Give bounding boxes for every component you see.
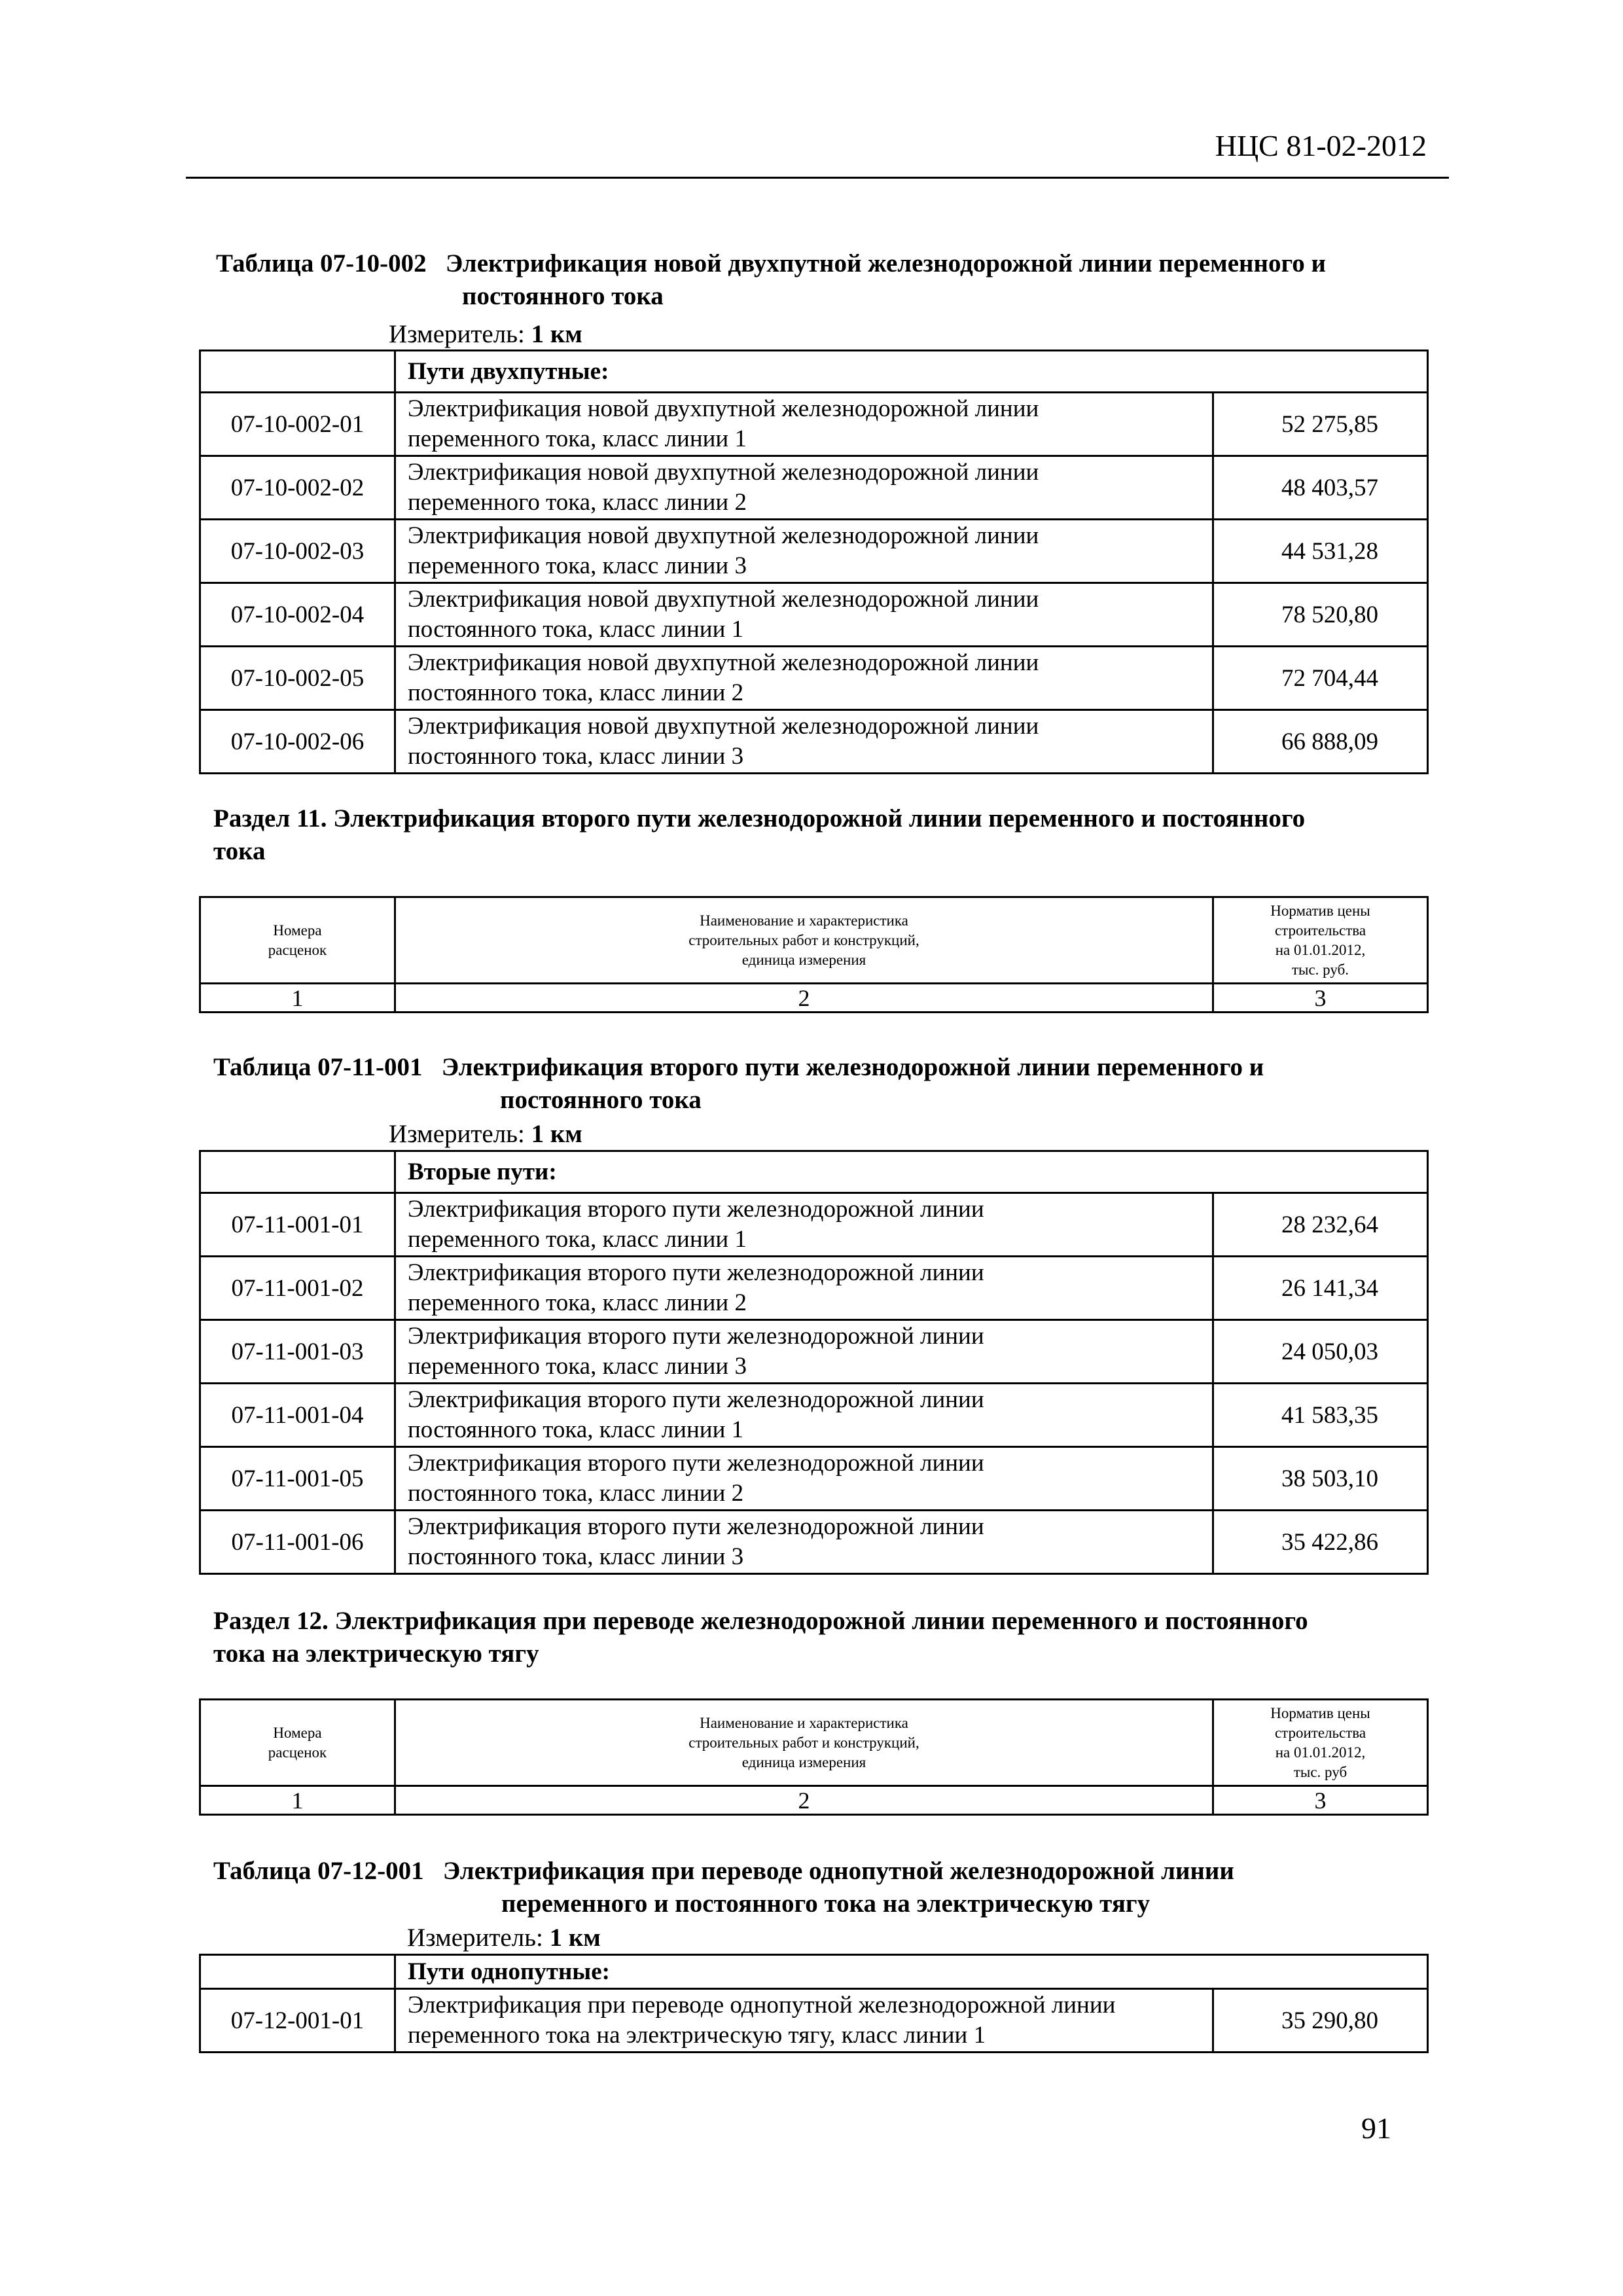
header-rate-number: Номера расценок [200, 897, 395, 984]
rate-name-line1: Электрификация новой двухпутной железнодорожной линии [408, 649, 1039, 676]
rate-name-line2: постоянного тока, класс линии 3 [408, 743, 744, 770]
rate-name-line2: переменного тока, класс линии 1 [408, 425, 747, 452]
table-row [200, 520, 1428, 583]
table-title-line2: постоянного тока [462, 282, 664, 310]
rate-name [395, 1511, 1213, 1574]
rate-name-line1: Электрификация новой двухпутной железнодорожной линии [408, 459, 1039, 486]
rate-price: 26 141,34 [1213, 1257, 1428, 1320]
rate-name [395, 1384, 1213, 1447]
column-header-table [199, 896, 1429, 1013]
table-row [200, 1320, 1428, 1384]
rate-code: 07-11-001-02 [200, 1257, 395, 1320]
column-number-row [200, 1786, 1428, 1815]
rate-name-line2: переменного тока, класс линии 2 [408, 1289, 747, 1316]
section-heading-line2: тока на электрическую тягу [213, 1640, 539, 1668]
rate-name [395, 647, 1213, 710]
rate-price: 48 403,57 [1213, 456, 1428, 520]
measure-label: Измеритель: [389, 320, 525, 348]
rate-name-line2: переменного тока, класс линии 3 [408, 552, 747, 579]
rate-price: 41 583,35 [1213, 1384, 1428, 1447]
rate-name-line2: переменного тока, класс линии 2 [408, 489, 747, 516]
rate-price: 28 232,64 [1213, 1193, 1428, 1257]
column-header-table [199, 1698, 1429, 1816]
measure-unit [389, 1119, 582, 1149]
rate-code: 07-11-001-06 [200, 1511, 395, 1574]
column-number: 2 [395, 984, 1213, 1013]
measure-unit [389, 319, 582, 349]
table-title-line1: Электрификация второго пути железнодорожной линии переменного и [441, 1053, 1264, 1081]
table-row [200, 1384, 1428, 1447]
rate-price: 24 050,03 [1213, 1320, 1428, 1384]
rate-price: 35 422,86 [1213, 1511, 1428, 1574]
rate-price: 35 290,80 [1213, 1989, 1428, 2053]
table-title [216, 247, 1446, 280]
empty-cell [200, 1151, 395, 1193]
table-row [200, 1447, 1428, 1511]
table-title-line1: Электрификация при переводе однопутной железнодорожной линии [442, 1857, 1234, 1885]
page-number: 91 [1361, 2111, 1391, 2145]
rate-name-line2: переменного тока, класс линии 1 [408, 1226, 747, 1253]
measure-label: Измеритель: [389, 1120, 525, 1148]
rate-name-line1: Электрификация новой двухпутной железнодорожной линии [408, 713, 1039, 740]
rates-table [199, 1150, 1429, 1575]
table-row [200, 647, 1428, 710]
group-row [200, 1151, 1428, 1193]
rate-name [395, 393, 1213, 456]
rate-code: 07-12-001-01 [200, 1989, 395, 2053]
table-number: Таблица 07-11-001 [213, 1053, 423, 1081]
rates-table [199, 350, 1429, 774]
rate-name-line2: постоянного тока, класс линии 2 [408, 1480, 744, 1507]
section-heading-line1: Раздел 12. Электрификация при переводе железнодорожной линии переменного и постоянного [213, 1607, 1308, 1635]
table-row [200, 1257, 1428, 1320]
rate-name [395, 456, 1213, 520]
header-price-norm: Норматив цены строительства на 01.01.2012, тыс. руб [1213, 1700, 1428, 1786]
header-divider [186, 177, 1449, 179]
rate-name [395, 1989, 1213, 2053]
rate-name-line1: Электрификация второго пути железнодорожной линии [408, 1196, 984, 1223]
rate-price: 66 888,09 [1213, 710, 1428, 774]
table-title-line1: Электрификация новой двухпутной железнодорожной линии переменного и [445, 249, 1326, 278]
rate-name-line1: Электрификация второго пути железнодорожной линии [408, 1323, 984, 1350]
table-title-line2: переменного и постоянного тока на электрическую тягу [501, 1890, 1150, 1918]
rates-table [199, 1954, 1429, 2053]
column-number: 1 [200, 984, 395, 1013]
rate-name-line2: постоянного тока, класс линии 1 [408, 1416, 744, 1443]
table-number: Таблица 07-12-001 [213, 1857, 424, 1885]
rate-code: 07-11-001-05 [200, 1447, 395, 1511]
rate-name-line1: Электрификация новой двухпутной железнодорожной линии [408, 586, 1039, 613]
column-number-row [200, 984, 1428, 1013]
rate-price: 72 704,44 [1213, 647, 1428, 710]
rate-code: 07-10-002-02 [200, 456, 395, 520]
table-row [200, 393, 1428, 456]
rate-price: 44 531,28 [1213, 520, 1428, 583]
header-rate-number: Номера расценок [200, 1700, 395, 1786]
rate-name-line2: постоянного тока, класс линии 3 [408, 1543, 744, 1570]
group-row [200, 351, 1428, 393]
rate-name [395, 1320, 1213, 1384]
measure-unit [407, 1923, 601, 1952]
table-row [200, 583, 1428, 647]
rate-code: 07-11-001-01 [200, 1193, 395, 1257]
rate-name [395, 520, 1213, 583]
measure-value: 1 км [531, 320, 582, 348]
column-number: 2 [395, 1786, 1213, 1815]
header-description: Наименование и характеристика строительных работ и конструкций, единица измерения [395, 897, 1213, 984]
rate-name-line2: переменного тока на электрическую тягу, класс линии 1 [408, 2022, 986, 2049]
group-label: Вторые пути: [395, 1151, 1428, 1193]
rate-price: 38 503,10 [1213, 1447, 1428, 1511]
rate-name-line1: Электрификация второго пути железнодорожной линии [408, 1386, 984, 1413]
rate-price: 52 275,85 [1213, 393, 1428, 456]
rate-code: 07-10-002-03 [200, 520, 395, 583]
section-heading [213, 1605, 1444, 1670]
document-code: НЦС 81-02-2012 [1215, 129, 1427, 162]
header-row [200, 1700, 1428, 1786]
table-row [200, 1511, 1428, 1574]
empty-cell [200, 1955, 395, 1989]
section-heading-line1: Раздел 11. Электрификация второго пути железнодорожной линии переменного и постоянного [213, 804, 1306, 833]
rate-name [395, 710, 1213, 774]
header-row [200, 897, 1428, 984]
column-number: 1 [200, 1786, 395, 1815]
rate-name-line2: переменного тока, класс линии 3 [408, 1353, 747, 1380]
group-label: Пути однопутные: [395, 1955, 1428, 1989]
measure-value: 1 км [549, 1924, 601, 1952]
rate-code: 07-10-002-04 [200, 583, 395, 647]
column-number: 3 [1213, 984, 1428, 1013]
rate-name-line2: постоянного тока, класс линии 2 [408, 679, 744, 706]
rate-name-line1: Электрификация новой двухпутной железнодорожной линии [408, 522, 1039, 549]
measure-value: 1 км [531, 1120, 582, 1148]
empty-cell [200, 351, 395, 393]
rate-name [395, 1447, 1213, 1511]
rate-price: 78 520,80 [1213, 583, 1428, 647]
section-heading [213, 802, 1444, 868]
rate-name-line1: Электрификация второго пути железнодорожной линии [408, 1450, 984, 1477]
rate-code: 07-11-001-04 [200, 1384, 395, 1447]
table-title [213, 1051, 1444, 1084]
table-row [200, 710, 1428, 774]
table-title-line2: постоянного тока [500, 1086, 702, 1114]
rate-name-line1: Электрификация при переводе однопутной железнодорожной линии [408, 1992, 1116, 2018]
rate-name-line1: Электрификация новой двухпутной железнодорожной линии [408, 395, 1039, 422]
rate-name-line2: постоянного тока, класс линии 1 [408, 616, 744, 643]
measure-label: Измеритель: [407, 1924, 543, 1952]
column-number: 3 [1213, 1786, 1428, 1815]
table-row [200, 456, 1428, 520]
table-number: Таблица 07-10-002 [216, 249, 427, 278]
header-price-norm: Норматив цены строительства на 01.01.2012, тыс. руб. [1213, 897, 1428, 984]
rate-code: 07-10-002-05 [200, 647, 395, 710]
header-description: Наименование и характеристика строительных работ и конструкций, единица измерения [395, 1700, 1213, 1786]
rate-name-line1: Электрификация второго пути железнодорожной линии [408, 1513, 984, 1540]
table-row [200, 1989, 1428, 2053]
table-title [213, 1855, 1444, 1888]
section-heading-line2: тока [213, 837, 266, 865]
group-label: Пути двухпутные: [395, 351, 1428, 393]
rate-code: 07-10-002-06 [200, 710, 395, 774]
rate-name-line1: Электрификация второго пути железнодорожной линии [408, 1259, 984, 1286]
rate-code: 07-11-001-03 [200, 1320, 395, 1384]
rate-name [395, 1193, 1213, 1257]
group-row [200, 1955, 1428, 1989]
table-row [200, 1193, 1428, 1257]
rate-name [395, 583, 1213, 647]
rate-name [395, 1257, 1213, 1320]
rate-code: 07-10-002-01 [200, 393, 395, 456]
